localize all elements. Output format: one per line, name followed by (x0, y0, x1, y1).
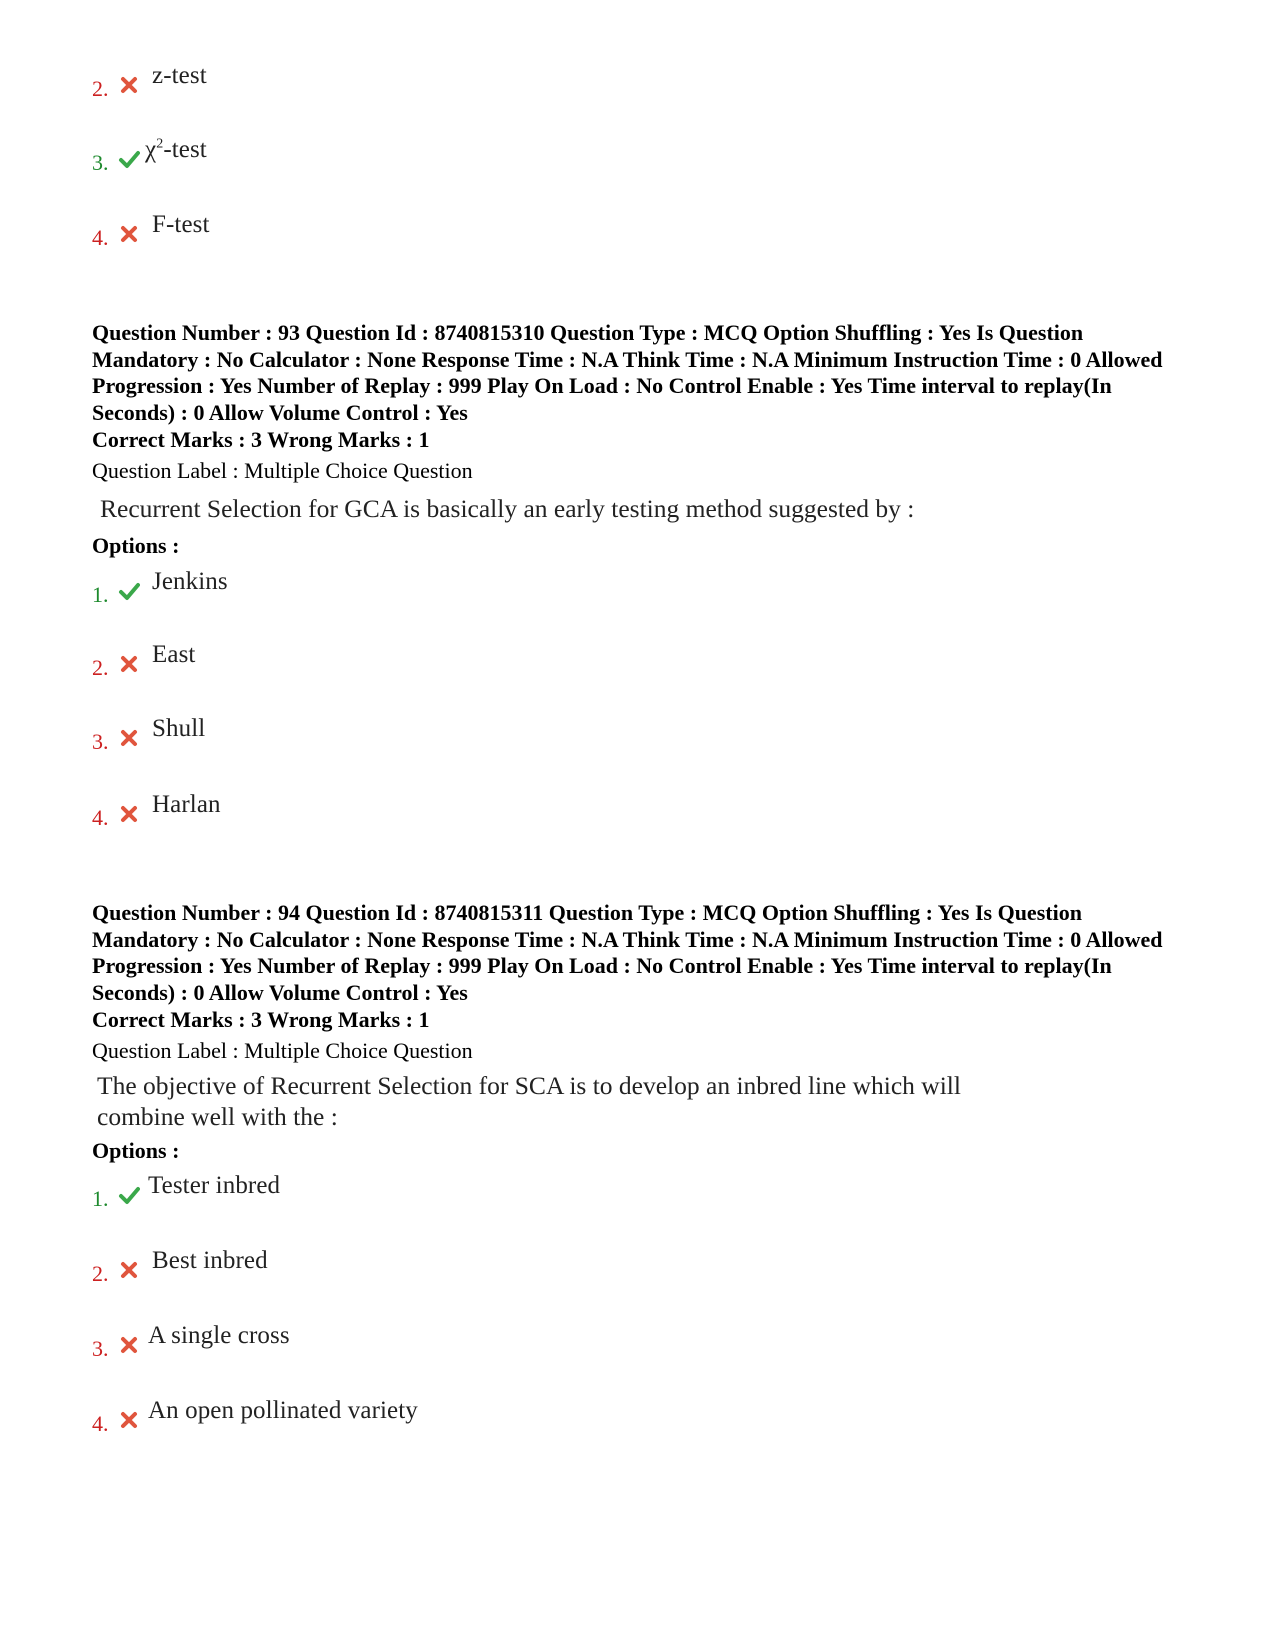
cross-icon (118, 1409, 140, 1431)
option-row (0, 1397, 900, 1457)
cross-icon (118, 1259, 140, 1281)
option-number: 2. (92, 76, 109, 101)
cross-icon (118, 1334, 140, 1356)
option-text: F-test (152, 211, 210, 238)
option-row (0, 791, 900, 851)
option-number: 3. (92, 150, 109, 175)
option-text: An open pollinated variety (148, 1397, 418, 1424)
option-number: 4. (92, 805, 109, 830)
cross-icon (118, 727, 140, 749)
question-94-text: The objective of Recurrent Selection for SCA is to develop an inbred line which will combine well with the : (97, 1071, 961, 1131)
option-number: 1. (92, 582, 109, 607)
question-93-meta: Question Number : 93 Question Id : 8740815310 Question Type : MCQ Option Shuffling : Yes Is Question Mandatory : No Calculator : None Response Time : N.A Think Time : N.A Minimum Instruction Time : 0 Allowed Progression : Yes Number of Replay : 999 Play On Load : No Control Enable : Yes Time interval to replay(In Seconds) : 0 Allow Volume Control : Yes (92, 320, 1163, 425)
question-93-marks: Correct Marks : 3 Wrong Marks : 1 (92, 427, 430, 452)
question-93-options-heading: Options : (92, 533, 180, 558)
option-row (0, 136, 900, 196)
check-icon (118, 148, 140, 170)
option-row (0, 62, 900, 122)
option-row (0, 568, 900, 628)
option-text: A single cross (148, 1322, 290, 1349)
check-icon (118, 580, 140, 602)
option-text: $\chi^2$-test (145, 136, 207, 163)
option-text: Jenkins (152, 568, 228, 595)
question-94-marks: Correct Marks : 3 Wrong Marks : 1 (92, 1007, 430, 1032)
option-number: 4. (92, 1411, 109, 1436)
question-93-text: Recurrent Selection for GCA is basically an early testing method suggested by : (100, 494, 915, 523)
option-number: 3. (92, 729, 109, 754)
option-row (0, 1247, 900, 1307)
option-text: East (152, 641, 196, 668)
question-93-label: Question Label : Multiple Choice Question (92, 458, 473, 483)
option-text: Shull (152, 715, 206, 742)
question-94-label: Question Label : Multiple Choice Question (92, 1038, 473, 1063)
option-text: Best inbred (152, 1247, 268, 1274)
option-number: 3. (92, 1336, 109, 1361)
option-row (0, 211, 900, 271)
cross-icon (118, 653, 140, 675)
option-number: 4. (92, 225, 109, 250)
option-text: Harlan (152, 791, 221, 818)
option-number: 2. (92, 655, 109, 680)
question-94-options-heading: Options : (92, 1138, 180, 1163)
option-row (0, 641, 900, 701)
cross-icon (118, 803, 140, 825)
option-text: z-test (152, 62, 207, 89)
cross-icon (118, 74, 140, 96)
option-text: Tester inbred (148, 1172, 281, 1199)
cross-icon (118, 223, 140, 245)
option-number: 2. (92, 1261, 109, 1286)
option-row (0, 1172, 900, 1232)
question-94-meta: Question Number : 94 Question Id : 8740815311 Question Type : MCQ Option Shuffling : Yes Is Question Mandatory : No Calculator : None Response Time : N.A Think Time : N.A Minimum Instruction Time : 0 Allowed Progression : Yes Number of Replay : 999 Play On Load : No Control Enable : Yes Time interval to replay(In Seconds) : 0 Allow Volume Control : Yes (92, 900, 1163, 1005)
option-row (0, 1322, 900, 1382)
check-icon (118, 1184, 140, 1206)
option-number: 1. (92, 1186, 109, 1211)
option-row (0, 715, 900, 775)
